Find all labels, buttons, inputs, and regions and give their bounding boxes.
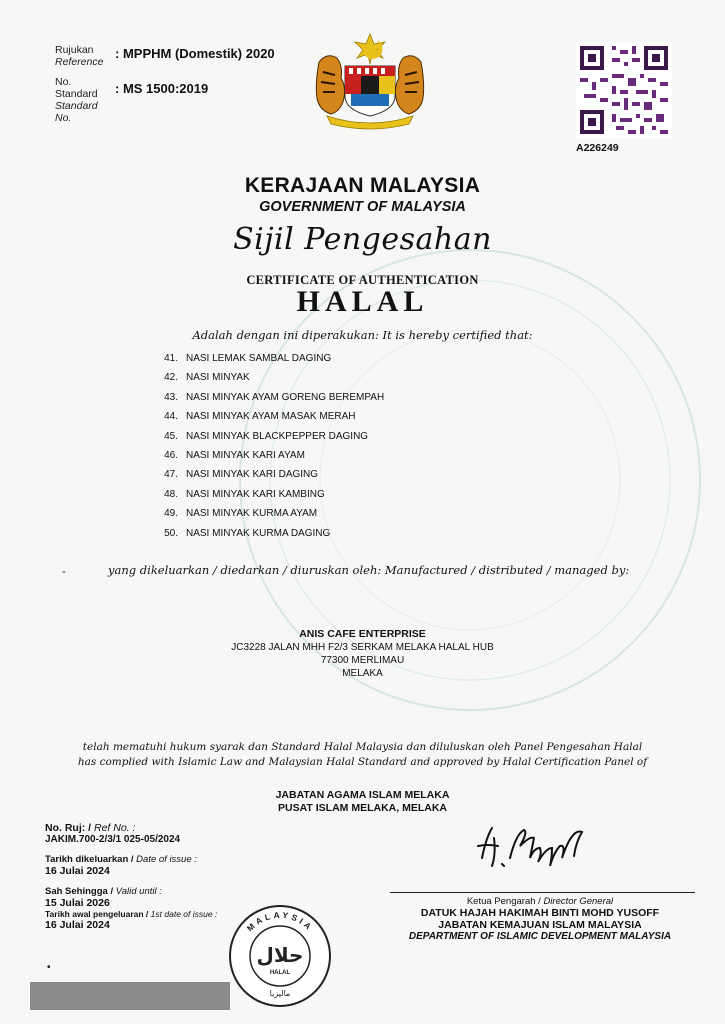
company-address-1: JC3228 JALAN MHH F2/3 SERKAM MELAKA HALAL HUB: [231, 642, 494, 653]
company-address-2: 77300 MERLIMAU: [320, 655, 405, 666]
issue-label: Tarikh dikeluarkan /: [45, 854, 134, 865]
product-list: [150, 352, 384, 546]
list-item: [150, 449, 384, 468]
first-issue-label: Tarikh awal pengeluaran /: [45, 909, 149, 919]
ref-label: No. Ruj: /: [45, 822, 92, 834]
government-title-ms: KERAJAAN MALAYSIA: [244, 174, 481, 197]
product-name: NASI MINYAK AYAM MASAK MERAH: [186, 411, 356, 423]
reference-label: Rujukan Reference: [55, 44, 104, 68]
list-item: [150, 371, 384, 390]
company-name: ANIS CAFE ENTERPRISE: [299, 628, 426, 640]
authority-line-1: JABATAN AGAMA ISLAM MELAKA: [275, 789, 450, 801]
list-item: [150, 527, 384, 546]
standard-value: : MS 1500:2019: [115, 81, 209, 96]
bullet-dash: -: [62, 566, 66, 578]
details-block: [45, 822, 217, 931]
list-item: [150, 430, 384, 449]
list-item: [150, 488, 384, 507]
compliance-line-ms: telah mematuhi hukum syarak dan Standard Halal Malaysia dan diluluskan oleh Panel Pengesahan Halal: [82, 741, 643, 753]
signature-line: [390, 892, 695, 893]
certificate-title-ms: Sijil Pengesahan: [233, 222, 492, 257]
valid-value: 15 Julai 2026: [45, 897, 110, 909]
authority-line-2: PUSAT ISLAM MELAKA, MELAKA: [278, 802, 447, 814]
product-number: 45.: [164, 430, 178, 442]
first-issue-label-en: 1st date of issue :: [150, 909, 218, 919]
certified-line: Adalah dengan ini diperakukan: It is hereby certified that:: [192, 328, 533, 342]
compliance-line-en: has complied with Islamic Law and Malaysian Halal Standard and approved by Halal Certification Panel of: [77, 756, 648, 768]
product-number: 44.: [164, 411, 178, 423]
svg-text:ماليزيا: ماليزيا: [269, 989, 291, 998]
product-number: 46.: [164, 449, 178, 461]
redaction-bar: [30, 982, 230, 1010]
list-item: [150, 410, 384, 429]
issue-label-en: Date of issue :: [136, 854, 197, 865]
signatory-name: DATUK HAJAH HAKIMAH BINTI MOHD YUSOFF: [420, 907, 660, 919]
product-name: NASI MINYAK KARI DAGING: [186, 469, 319, 481]
valid-label-en: Valid until :: [115, 886, 162, 897]
first-issue-value: 16 Julai 2024: [45, 919, 110, 931]
company-address-3: MELAKA: [342, 668, 383, 679]
list-item: [150, 391, 384, 410]
product-number: 49.: [164, 508, 178, 520]
manufactured-line: yang dikeluarkan / diedarkan / diuruskan oleh: Manufactured / distributed / managed by:: [108, 563, 630, 577]
product-name: NASI MINYAK BLACKPEPPER DAGING: [186, 430, 369, 442]
signature: [470, 818, 610, 878]
standard-label: No. Standard Standard No.: [55, 76, 98, 124]
list-item: [150, 468, 384, 487]
product-name: NASI MINYAK: [186, 372, 250, 384]
product-name: NASI MINYAK KARI KAMBING: [186, 488, 325, 500]
product-number: 43.: [164, 391, 178, 403]
signatory-role-en: Director General: [543, 896, 614, 907]
product-name: NASI MINYAK KURMA DAGING: [186, 527, 331, 539]
product-name: NASI MINYAK AYAM GORENG BEREMPAH: [186, 391, 385, 403]
valid-label: Sah Sehingga /: [45, 886, 114, 897]
product-name: NASI LEMAK SAMBAL DAGING: [186, 353, 332, 364]
qr-code-icon[interactable]: [576, 42, 672, 138]
svg-text:حلال: حلال: [256, 943, 304, 967]
government-title-en: GOVERNMENT OF MALAYSIA: [259, 199, 466, 215]
company-block: [0, 628, 725, 680]
product-number: 50.: [164, 527, 178, 539]
svg-text:MALAYSIA: MALAYSIA: [244, 909, 316, 934]
product-number: 48.: [164, 488, 178, 500]
qr-code-id: A226249: [576, 142, 619, 154]
product-number: 41.: [164, 353, 178, 364]
svg-text:HALAL: HALAL: [269, 970, 291, 976]
product-number: 47.: [164, 469, 178, 481]
reference-value: : MPPHM (Domestik) 2020: [115, 46, 275, 61]
halal-logo-icon: [228, 904, 332, 1008]
coat-of-arms-icon: [305, 32, 435, 132]
signatory-block: [380, 896, 700, 942]
issue-value: 16 Julai 2024: [45, 865, 110, 877]
product-number: 42.: [164, 372, 178, 384]
ref-value: JAKIM.700-2/3/1 025-05/2024: [45, 834, 181, 845]
signatory-dept-en: DEPARTMENT OF ISLAMIC DEVELOPMENT MALAYSIA: [408, 931, 672, 942]
product-name: NASI MINYAK KURMA AYAM: [186, 508, 318, 520]
certificate-title-en: CERTIFICATE OF AUTHENTICATION: [246, 273, 479, 287]
ref-label-en: Ref No. :: [94, 822, 136, 834]
bullet-mark: •: [47, 962, 51, 973]
list-item: [150, 507, 384, 526]
signatory-role: Ketua Pengarah /: [466, 896, 541, 907]
list-item: [150, 352, 384, 371]
halal-title: HALAL: [296, 285, 429, 318]
signatory-dept-ms: JABATAN KEMAJUAN ISLAM MALAYSIA: [438, 919, 642, 931]
product-name: NASI MINYAK KARI AYAM: [186, 449, 305, 461]
